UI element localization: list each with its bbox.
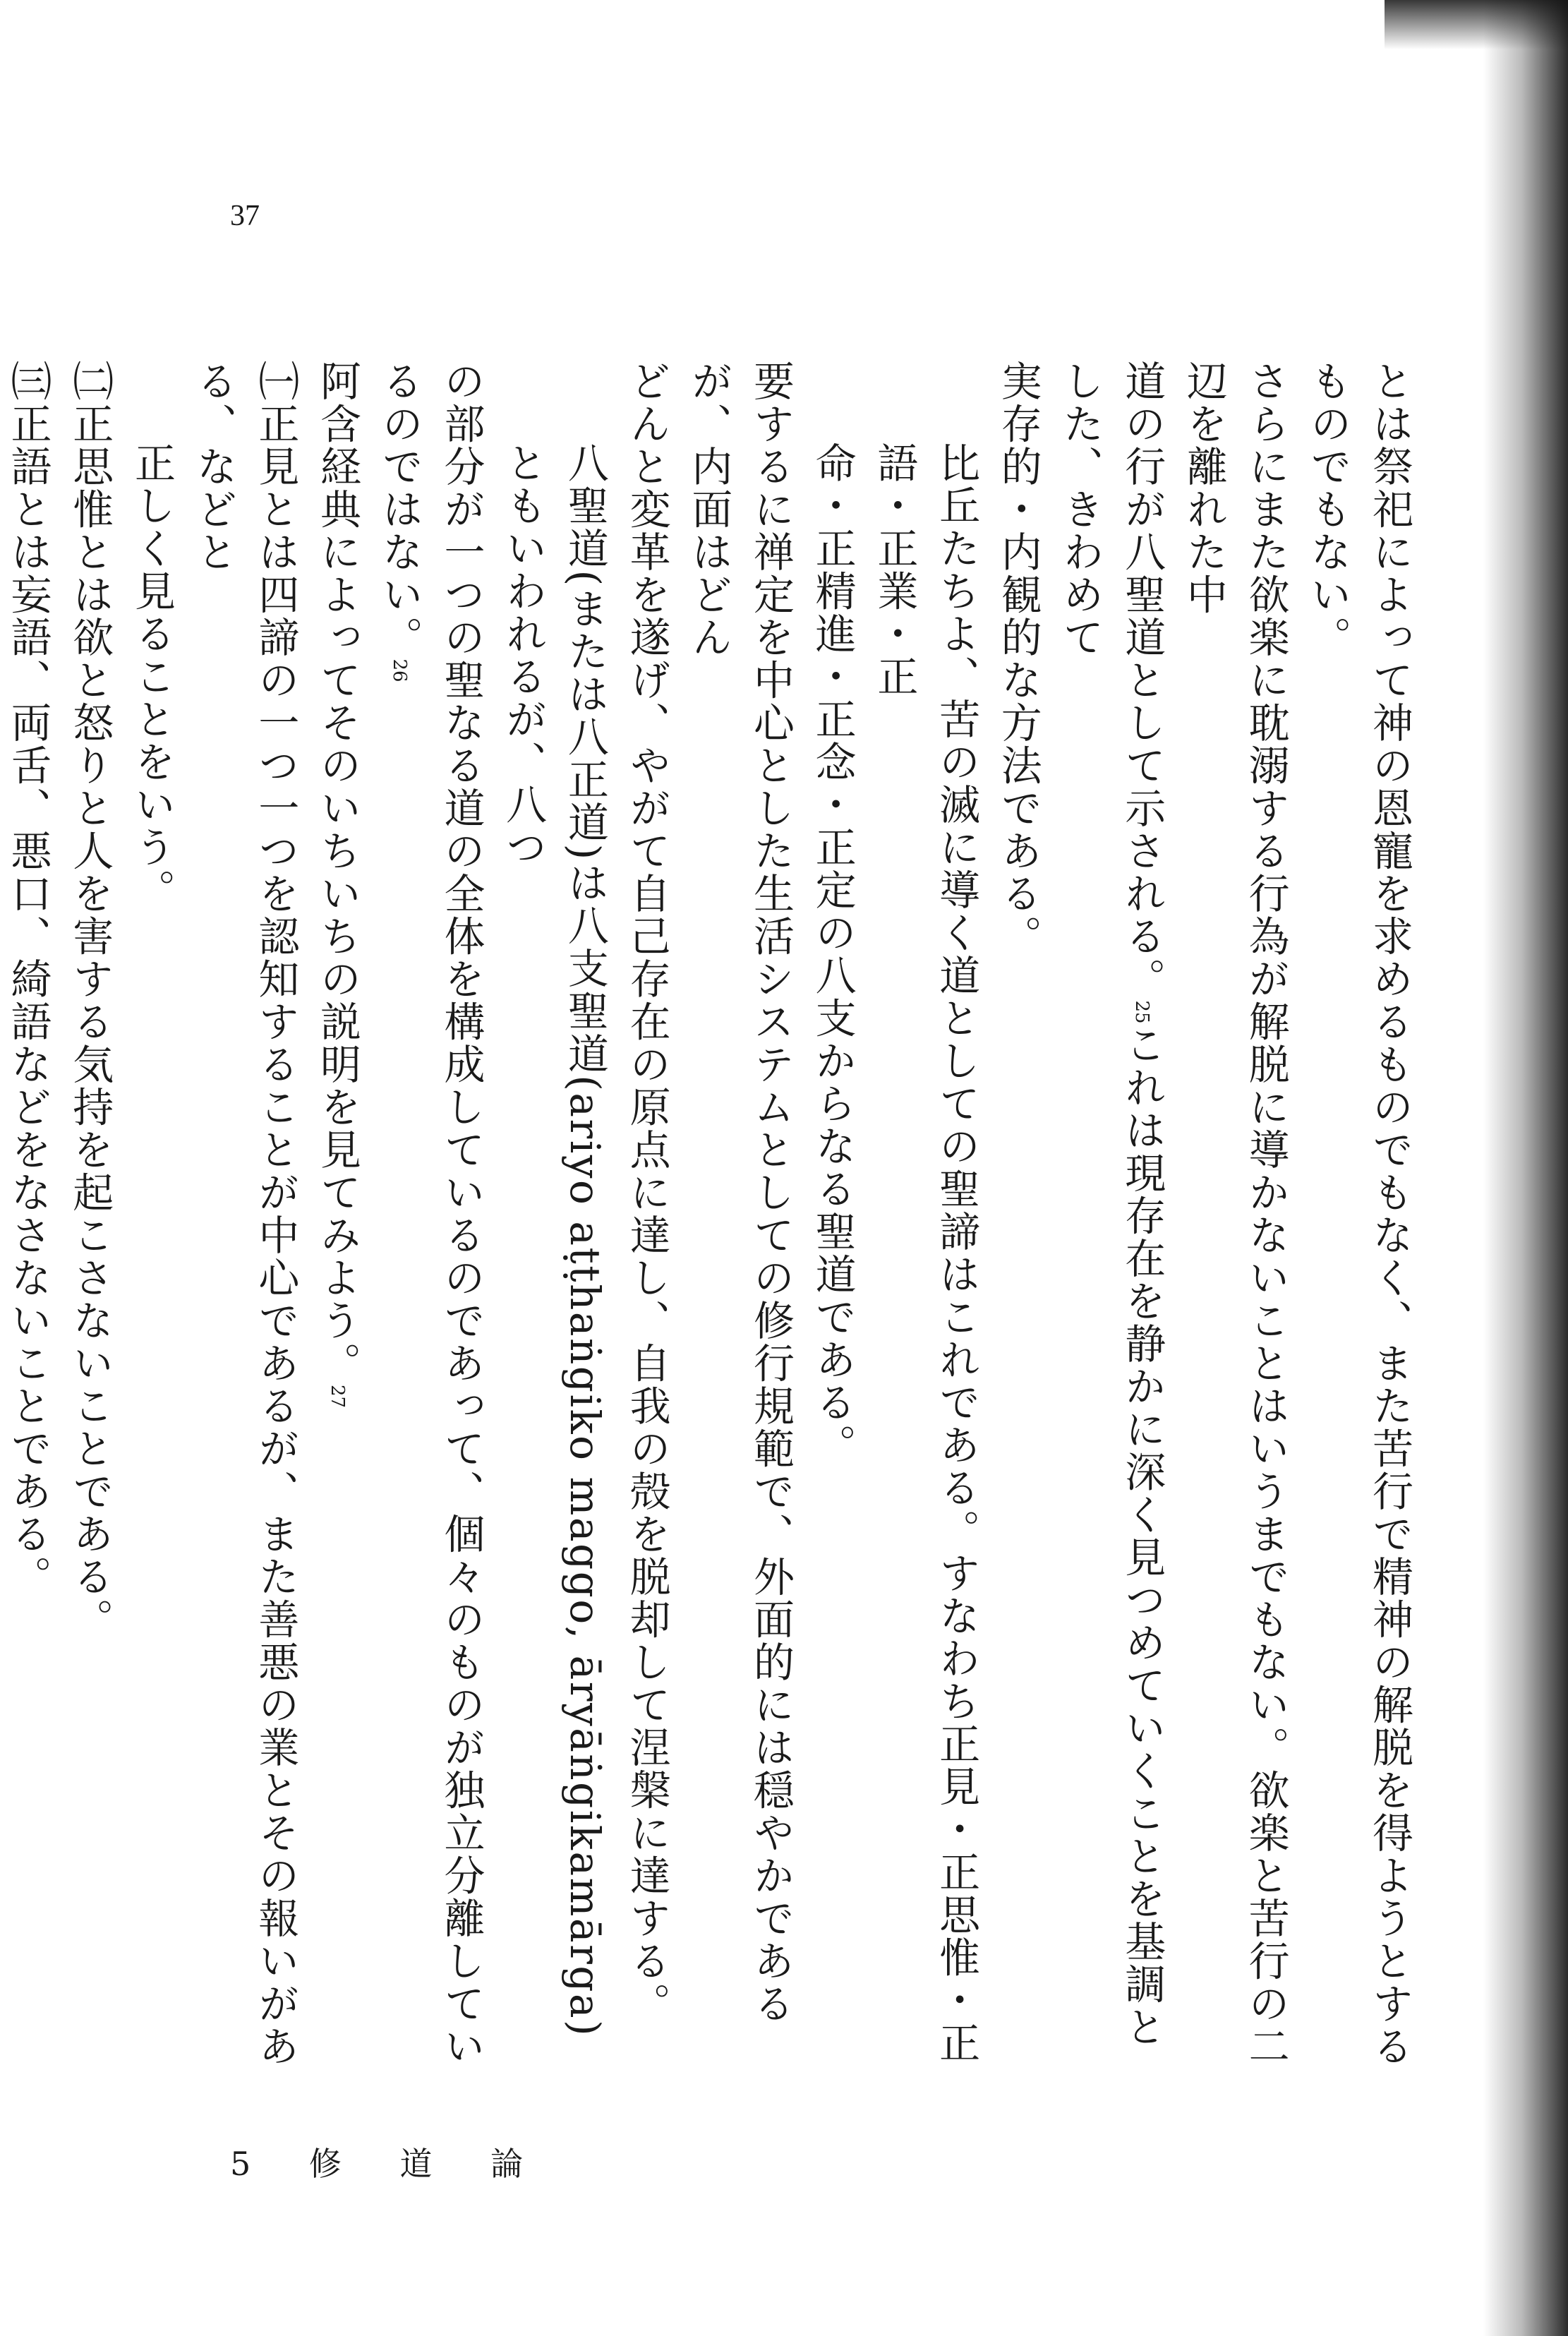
- running-footer: 5 修 道 論: [230, 2145, 548, 2183]
- footnote-ref: 26: [388, 658, 410, 682]
- text-line: どんと変革を遂げ、やがて自己存在の原点に達し、自我の殻を脱却して涅槃に達する。: [622, 360, 671, 2025]
- text-line: 阿含経典によってそのいちいちの説明を見てみよう。27: [313, 360, 362, 1409]
- footnote-ref: 27: [327, 1385, 349, 1409]
- list-item: ㈡正思惟とは欲と怒りと人を害する気持を起こさないことである。: [66, 360, 114, 1641]
- text-line: さらにまた欲楽に耽溺する行為が解脱に導かないことはいうまでもない。欲楽と苦行の二辺を離れた中: [1179, 360, 1290, 2068]
- text-line: とは祭祀によって神の恩寵を求めるものでもなく、また苦行で精神の解脱を得ようとするものでもない。: [1303, 360, 1413, 2068]
- quote-line: 命・正精進・正念・正定の八支からなる聖道である。: [808, 442, 857, 1467]
- footnote-ref: 25: [1131, 1000, 1153, 1024]
- text-line: 八聖道(または八正道)は八支聖道(ariyo aṭṭhaṅgiko maggo, āryāṅgikamārga)ともいわれるが、八つ: [499, 442, 609, 2038]
- scan-shadow-corner: [1385, 0, 1568, 49]
- quote-line: 比丘たちよ、苦の滅に導く道としての聖諦はこれである。すなわち正見・正思惟・正語・正業・正: [870, 442, 981, 2064]
- list-item: ㈢正語とは妄語、両舌、悪口、綺語などをなさないことである。: [4, 360, 52, 1599]
- body-text: [4, 360, 1420, 2075]
- page-number: 37: [230, 200, 260, 232]
- text-line: 道の行が八聖道として示される。25これは現存在を静かに深く見つめていくことを基調とした、きわめて: [1056, 360, 1166, 2049]
- list-item: ㈠正見とは四諦の一つ一つを認知することが中心であるが、また善悪の業とその報いがある、などと: [189, 360, 300, 2068]
- scan-shadow-edge: [1483, 0, 1568, 2336]
- text-line: の部分が一つの聖なる道の全体を構成しているのであって、個々のものが独立分離しているのではない。26: [375, 360, 486, 2068]
- text-line: 実存的・内観的な方法である。: [994, 360, 1042, 958]
- list-item-continuation: 正しく見ることをいう。: [127, 442, 176, 912]
- text-line: 要するに禅定を中心とした生活システムとしての修行規範で、外面的には穏やかであるが、内面はどん: [685, 360, 795, 2025]
